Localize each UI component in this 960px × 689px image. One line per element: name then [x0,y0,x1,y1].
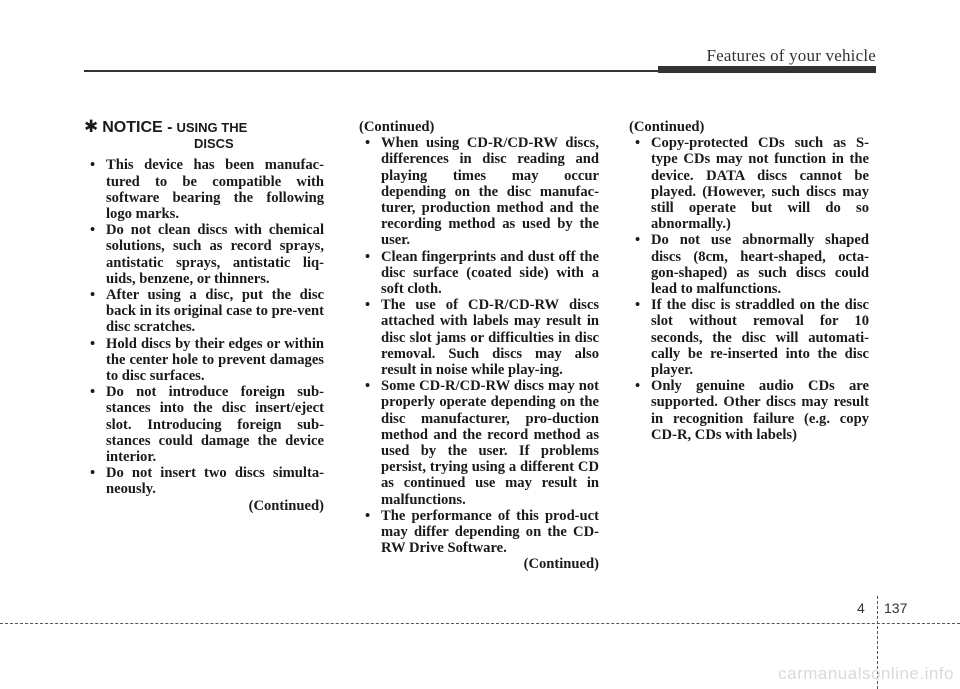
header-rule-accent [658,66,876,73]
list-item: • Do not introduce foreign sub-stances into the disc insert/eject slot. Introducing foreign sub-stances could damage the device interior. [90,384,324,466]
notice-list-col1 [84,157,324,497]
notice-subtitle-line1: USING THE [176,120,248,135]
section-number: 4 [857,600,865,616]
bullet-icon: • [365,135,371,152]
list-item: • If the disc is straddled on the disc slot without removal for 10 seconds, the disc will automati-cally be re-inserted into the disc player. [635,297,869,379]
bullet-icon: • [635,297,641,314]
notice-heading [84,119,324,152]
watermark: carmanualsonline.info [778,664,954,683]
bullet-icon: • [365,378,371,395]
continued-label: (Continued) [523,556,599,573]
continued-label: (Continued) [248,497,324,514]
list-item: • Clean fingerprints and dust off the disc surface (coated side) with a soft cloth. [365,248,599,298]
page-header-title: Features of your vehicle [706,46,876,65]
list-item: • Do not clean discs with chemical solutions, such as record sprays, antistatic sprays, antistatic liq-uids, benzene, or thinners. [90,222,324,287]
bullet-icon: • [90,222,96,239]
list-item: • When using CD-R/CD-RW discs, differences in disc reading and playing times may occur depending on the disc manufac-turer, production method and the recording method as used by the user. [365,135,599,249]
list-item: • After using a disc, put the disc back in its original case to pre-vent disc scratches. [90,287,324,336]
list-item: • This device has been manufac-tured to be compatible with software bearing the following logo marks. [90,157,324,223]
page-number: 137 [884,600,908,616]
bullet-icon: • [90,335,96,352]
bullet-icon: • [365,297,371,314]
notice-label: NOTICE - [102,119,173,136]
notice-list-col2 [359,135,599,556]
list-item: • The use of CD-R/CD-RW discs attached with labels may result in disc slot jams or difficulties in disc removal. Such discs may also result in noise while play-ing. [365,297,599,379]
notice-star-icon: ✱ [84,117,99,136]
column-2 [359,119,599,573]
list-item: • The performance of this prod-uct may differ depending on the CD-RW Drive Software. [365,507,599,557]
bullet-icon: • [635,232,641,249]
list-item: • Hold discs by their edges or within the center hole to prevent damages to disc surfaces. [90,335,324,385]
footer-divider [0,623,960,624]
bullet-icon: • [90,157,96,174]
column-1 [84,119,324,514]
bullet-icon: • [90,465,96,482]
bullet-icon: • [365,507,371,524]
notice-subtitle-line2: DISCS [194,136,234,152]
list-item: • Do not insert two discs simulta-neously. [90,465,324,498]
list-item: • Only genuine audio CDs are supported. Other discs may result in recognition failure (e.g. copy CD-R, CDs with labels) [635,378,869,443]
bullet-icon: • [635,135,641,152]
continued-label: (Continued) [359,119,435,135]
bullet-icon: • [90,287,96,304]
notice-list-col3 [629,135,869,443]
list-item: • Some CD-R/CD-RW discs may not properly operate depending on the disc manufacturer, pro-duction method and the record method as used by the user. If problems persist, trying using a different CD as continued use may result in malfunctions. [365,378,599,508]
list-item: • Do not use abnormally shaped discs (8cm, heart-shaped, octa-gon-shaped) as such discs could lead to malfunctions. [635,232,869,298]
bullet-icon: • [635,378,641,395]
column-3 [629,119,869,443]
continued-label: (Continued) [629,119,705,135]
list-item: • Copy-protected CDs such as S-type CDs may not function in the device. DATA discs cannot be played. (However, such discs may still operate but will do so abnormally.) [635,135,869,233]
bullet-icon: • [90,384,96,401]
bullet-icon: • [365,248,371,265]
